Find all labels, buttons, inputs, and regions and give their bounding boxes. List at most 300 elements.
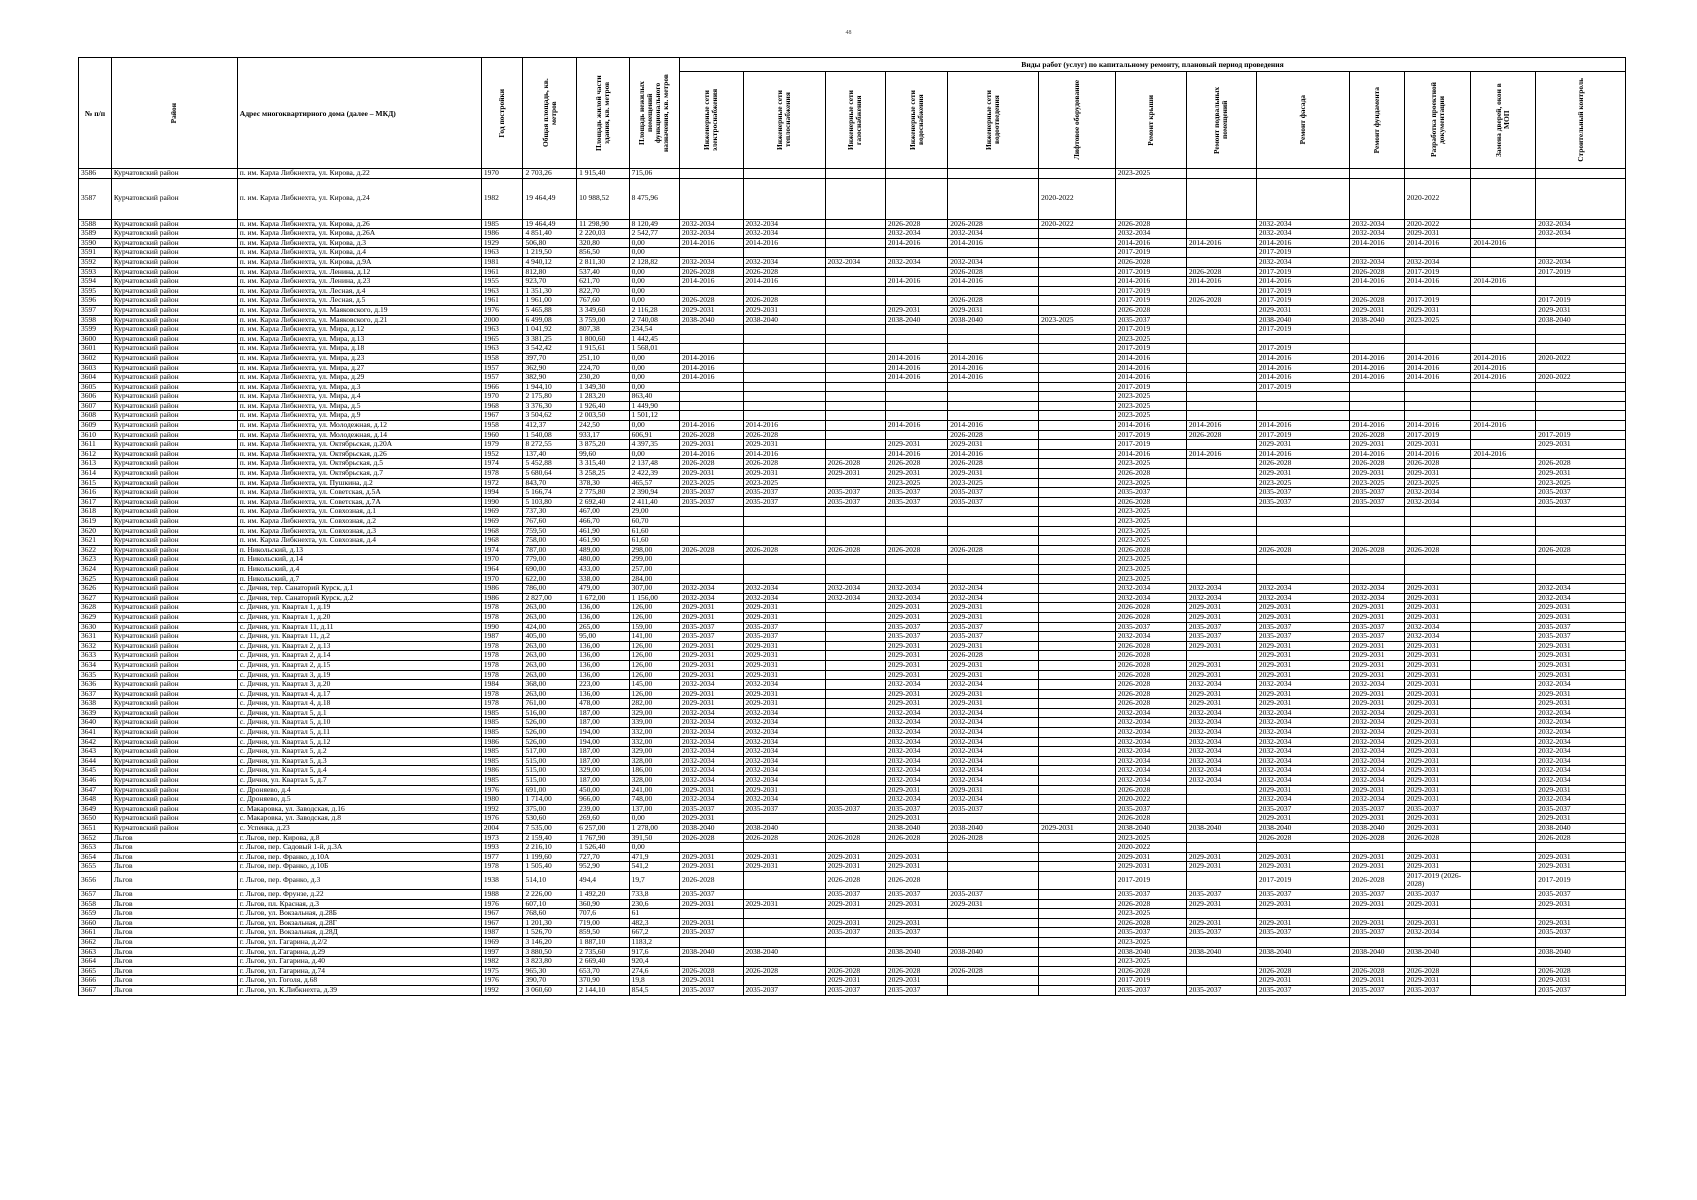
work-period-cell: 2026-2028 — [680, 430, 744, 440]
table-row — [79, 421, 1626, 431]
work-period-cell — [1536, 957, 1626, 967]
work-period-cell — [825, 612, 885, 622]
year-cell: 1985 — [481, 718, 523, 728]
work-period-cell — [825, 747, 885, 757]
district-cell: Льгов — [111, 871, 237, 889]
work-period-cell — [1471, 440, 1536, 450]
address-cell: с. Успенка, д.23 — [237, 824, 481, 834]
nonres-area-cell: 0,00 — [629, 449, 679, 459]
work-period-cell: 2032-2034 — [885, 756, 947, 766]
work-period-cell — [948, 564, 1039, 574]
year-cell: 1978 — [481, 651, 523, 661]
work-period-cell: 2035-2037 — [825, 985, 885, 995]
work-period-cell — [1471, 833, 1536, 843]
total-area-cell: 759,50 — [523, 526, 577, 536]
work-period-cell — [1186, 373, 1256, 383]
district-cell: Курчатовский район — [111, 622, 237, 632]
work-period-cell: 2029-2031 — [1186, 699, 1256, 709]
work-period-cell: 2017-2019 — [1115, 976, 1186, 986]
table-row — [79, 526, 1626, 536]
year-cell: 1987 — [481, 928, 523, 938]
address-cell: г. Льгов, ул. Вокзальная, д.28Б — [237, 909, 481, 919]
year-cell: 1957 — [481, 373, 523, 383]
work-period-cell: 2023-2025 — [885, 478, 947, 488]
work-period-cell: 2032-2034 — [948, 737, 1039, 747]
work-period-cell: 2035-2037 — [885, 889, 947, 899]
nonres-area-cell: 241,00 — [629, 785, 679, 795]
work-period-cell: 2035-2037 — [1256, 889, 1349, 899]
nonres-area-cell: 234,54 — [629, 325, 679, 335]
work-period-cell — [1039, 401, 1116, 411]
row-number-cell: 3612 — [79, 449, 112, 459]
work-period-cell: 2032-2034 — [743, 680, 825, 690]
address-cell: с. Дичня, ул. Квартал 5, д.10 — [237, 718, 481, 728]
work-period-cell: 2035-2037 — [885, 632, 947, 642]
total-area-cell: 263,00 — [523, 689, 577, 699]
work-period-cell: 2038-2040 — [1404, 947, 1471, 957]
work-period-cell — [1471, 651, 1536, 661]
nonres-area-cell: 4 397,35 — [629, 440, 679, 450]
nonres-area-cell: 0,00 — [629, 382, 679, 392]
work-period-cell: 2029-2031 — [948, 469, 1039, 479]
living-area-cell: 136,00 — [577, 660, 630, 670]
work-period-cell: 2020-2022 — [1115, 795, 1186, 805]
work-period-cell — [1256, 574, 1349, 584]
address-cell: с. Дичня, ул. Квартал 11, д.11 — [237, 622, 481, 632]
work-period-cell — [885, 178, 947, 219]
work-period-cell — [1471, 305, 1536, 315]
row-number-cell: 3591 — [79, 248, 112, 258]
row-number-cell: 3664 — [79, 957, 112, 967]
work-period-cell: 2035-2037 — [948, 804, 1039, 814]
work-period-cell: 2026-2028 — [743, 833, 825, 843]
work-period-cell: 2035-2037 — [948, 889, 1039, 899]
total-area-cell: 1 714,00 — [523, 795, 577, 805]
work-period-cell: 2032-2034 — [743, 756, 825, 766]
district-cell: Курчатовский район — [111, 229, 237, 239]
work-period-cell: 2035-2037 — [948, 632, 1039, 642]
work-period-cell: 2029-2031 — [885, 899, 947, 909]
work-period-cell: 2026-2028 — [1115, 219, 1186, 229]
total-area-cell: 622,00 — [523, 574, 577, 584]
address-cell: с. Дичня, ул. Квартал 2, д.15 — [237, 660, 481, 670]
work-header: Ремонт фундамента — [1349, 72, 1404, 169]
year-cell: 1938 — [481, 871, 523, 889]
work-period-cell — [1186, 843, 1256, 853]
work-period-cell — [885, 382, 947, 392]
work-period-cell — [948, 178, 1039, 219]
work-header: Инженерные сети водоотведения — [948, 72, 1039, 169]
address-cell: п. им. Карла Либкнехта, ул. Совхозная, д.1 — [237, 507, 481, 517]
work-period-cell — [1256, 843, 1349, 853]
work-period-cell — [1349, 401, 1404, 411]
work-period-cell — [825, 814, 885, 824]
work-period-cell: 2032-2034 — [1115, 708, 1186, 718]
work-period-cell — [1349, 178, 1404, 219]
work-period-cell: 2014-2016 — [680, 363, 744, 373]
work-period-cell: 2035-2037 — [1349, 985, 1404, 995]
district-cell: Курчатовский район — [111, 526, 237, 536]
work-period-cell — [948, 957, 1039, 967]
work-period-cell: 2032-2034 — [1256, 776, 1349, 786]
work-period-cell — [1039, 976, 1116, 986]
address-cell: г. Льгов, ул. Гагарина, д.40 — [237, 957, 481, 967]
work-period-cell — [1039, 708, 1116, 718]
work-period-cell: 2020-2022 — [1536, 353, 1626, 363]
living-area-cell: 1 672,00 — [577, 593, 630, 603]
living-area-cell: 489,00 — [577, 545, 630, 555]
work-period-cell: 2029-2031 — [1349, 651, 1404, 661]
table-row — [79, 871, 1626, 889]
table-row — [79, 593, 1626, 603]
work-period-cell — [1471, 747, 1536, 757]
work-period-cell — [1471, 248, 1536, 258]
work-period-cell: 2026-2028 — [743, 267, 825, 277]
row-number-cell: 3609 — [79, 421, 112, 431]
work-period-cell: 2032-2034 — [825, 584, 885, 594]
work-period-cell: 2026-2028 — [1536, 833, 1626, 843]
work-period-cell: 2029-2031 — [885, 976, 947, 986]
address-cell: п. им. Карла Либкнехта, ул. Мира, д.12 — [237, 325, 481, 335]
work-period-cell — [1186, 966, 1256, 976]
row-number-cell: 3624 — [79, 564, 112, 574]
work-period-cell — [1039, 871, 1116, 889]
row-number-cell: 3592 — [79, 257, 112, 267]
year-cell: 1993 — [481, 843, 523, 853]
nonres-area-cell: 186,00 — [629, 766, 679, 776]
work-period-cell: 2017-2019 — [1536, 871, 1626, 889]
work-period-cell — [948, 344, 1039, 354]
work-period-cell — [1039, 507, 1116, 517]
row-number-cell: 3600 — [79, 334, 112, 344]
living-area-cell: 1 926,40 — [577, 401, 630, 411]
table-row — [79, 401, 1626, 411]
work-period-cell — [1404, 526, 1471, 536]
work-period-cell — [1471, 382, 1536, 392]
work-period-cell: 2014-2016 — [885, 277, 947, 287]
year-cell: 1965 — [481, 334, 523, 344]
work-period-cell: 2014-2016 — [948, 277, 1039, 287]
work-period-cell: 2026-2028 — [825, 833, 885, 843]
work-period-cell: 2029-2031 — [1536, 862, 1626, 872]
works-group-header: Виды работ (услуг) по капитальному ремонту, плановый период проведения — [680, 58, 1626, 72]
row-number-cell: 3629 — [79, 612, 112, 622]
work-period-cell — [1039, 593, 1116, 603]
work-period-cell — [1039, 286, 1116, 296]
total-area-cell: 3 542,42 — [523, 344, 577, 354]
nonres-area-cell: 482,3 — [629, 918, 679, 928]
work-period-cell: 2032-2034 — [1115, 756, 1186, 766]
year-cell: 1984 — [481, 680, 523, 690]
living-area-cell: 194,00 — [577, 728, 630, 738]
nonres-area-cell: 141,00 — [629, 632, 679, 642]
work-period-cell — [1039, 430, 1116, 440]
living-area-cell: 653,70 — [577, 966, 630, 976]
work-period-cell: 2023-2025 — [948, 478, 1039, 488]
district-cell: Курчатовский район — [111, 421, 237, 431]
work-period-cell: 2032-2034 — [1186, 747, 1256, 757]
work-period-cell — [825, 344, 885, 354]
work-period-cell: 2029-2031 — [825, 852, 885, 862]
work-period-cell: 2029-2031 — [743, 651, 825, 661]
work-period-cell: 2029-2031 — [680, 814, 744, 824]
work-period-cell — [1471, 814, 1536, 824]
work-period-cell: 2026-2028 — [680, 545, 744, 555]
work-period-cell — [1471, 756, 1536, 766]
work-period-cell: 2038-2040 — [743, 947, 825, 957]
year-cell: 1974 — [481, 545, 523, 555]
total-area-cell: 3 060,60 — [523, 985, 577, 995]
work-period-cell — [743, 401, 825, 411]
work-period-cell: 2026-2028 — [680, 296, 744, 306]
work-period-cell: 2038-2040 — [1256, 315, 1349, 325]
address-cell: г. Льгов, ул. Гоголя, д.68 — [237, 976, 481, 986]
work-period-cell — [1471, 584, 1536, 594]
work-period-cell — [680, 843, 744, 853]
year-cell: 1985 — [481, 708, 523, 718]
work-period-cell — [948, 334, 1039, 344]
work-period-cell: 2032-2034 — [680, 680, 744, 690]
work-period-cell: 2032-2034 — [948, 593, 1039, 603]
nonres-area-cell: 137,00 — [629, 804, 679, 814]
address-cell: с. Дичня, ул. Квартал 4, д.17 — [237, 689, 481, 699]
total-area-cell: 526,00 — [523, 718, 577, 728]
work-period-cell: 2023-2025 — [1115, 957, 1186, 967]
work-period-cell: 2029-2031 — [680, 899, 744, 909]
work-period-cell: 2032-2034 — [680, 718, 744, 728]
living-area-cell: 3 315,40 — [577, 459, 630, 469]
work-period-cell: 2038-2040 — [1115, 824, 1186, 834]
work-period-cell: 2032-2034 — [1186, 766, 1256, 776]
work-period-cell — [1471, 862, 1536, 872]
work-period-cell: 2035-2037 — [680, 497, 744, 507]
work-period-cell — [1349, 344, 1404, 354]
work-period-cell — [1039, 421, 1116, 431]
work-period-cell — [1256, 507, 1349, 517]
row-number-cell: 3604 — [79, 373, 112, 383]
work-period-cell: 2035-2037 — [1404, 889, 1471, 899]
row-number-cell: 3594 — [79, 277, 112, 287]
work-period-cell — [1471, 785, 1536, 795]
work-period-cell: 2032-2034 — [1536, 766, 1626, 776]
work-period-cell — [825, 756, 885, 766]
living-area-cell: 99,60 — [577, 449, 630, 459]
work-period-cell: 2032-2034 — [1186, 737, 1256, 747]
work-period-cell: 2035-2037 — [1536, 889, 1626, 899]
row-number-cell: 3639 — [79, 708, 112, 718]
work-period-cell — [948, 325, 1039, 335]
work-period-cell: 2029-2031 — [1404, 899, 1471, 909]
work-period-cell — [948, 555, 1039, 565]
work-period-cell: 2026-2028 — [1349, 833, 1404, 843]
work-period-cell: 2029-2031 — [1115, 852, 1186, 862]
work-period-cell — [948, 976, 1039, 986]
work-period-cell — [1039, 699, 1116, 709]
col-total-area-header: Общая площадь, кв. метров — [523, 58, 577, 169]
work-period-cell — [1471, 469, 1536, 479]
work-period-cell — [1471, 889, 1536, 899]
nonres-area-cell: 1 156,00 — [629, 593, 679, 603]
row-number-cell: 3595 — [79, 286, 112, 296]
work-period-cell — [1039, 296, 1116, 306]
work-period-cell: 2032-2034 — [1536, 708, 1626, 718]
living-area-cell: 807,38 — [577, 325, 630, 335]
work-period-cell — [1039, 449, 1116, 459]
address-cell: п. им. Карла Либкнехта, ул. Совхозная, д.4 — [237, 536, 481, 546]
total-area-cell: 263,00 — [523, 641, 577, 651]
address-cell: п. им. Карла Либкнехта, ул. Пушкина, д.2 — [237, 478, 481, 488]
row-number-cell: 3590 — [79, 238, 112, 248]
total-area-cell: 517,00 — [523, 747, 577, 757]
district-cell: Курчатовский район — [111, 363, 237, 373]
work-period-cell — [1186, 411, 1256, 421]
work-period-cell: 2029-2031 — [1256, 651, 1349, 661]
work-period-cell — [1256, 536, 1349, 546]
nonres-area-cell: 0,00 — [629, 353, 679, 363]
work-period-cell: 2032-2034 — [948, 229, 1039, 239]
work-period-cell: 2029-2031 — [1404, 708, 1471, 718]
work-period-cell — [1186, 517, 1256, 527]
work-period-cell: 2014-2016 — [680, 277, 744, 287]
work-period-cell: 2032-2034 — [743, 728, 825, 738]
total-area-cell: 137,40 — [523, 449, 577, 459]
row-number-cell: 3603 — [79, 363, 112, 373]
table-row — [79, 459, 1626, 469]
work-period-cell — [743, 526, 825, 536]
work-period-cell — [1039, 517, 1116, 527]
work-period-cell: 2026-2028 — [948, 267, 1039, 277]
living-area-cell: 467,00 — [577, 507, 630, 517]
living-area-cell: 479,00 — [577, 584, 630, 594]
work-period-cell: 2029-2031 — [1349, 641, 1404, 651]
work-period-cell: 2014-2016 — [1186, 238, 1256, 248]
work-period-cell — [1404, 169, 1471, 179]
work-period-cell: 2014-2016 — [948, 353, 1039, 363]
work-period-cell: 2032-2034 — [680, 229, 744, 239]
living-area-cell: 466,70 — [577, 517, 630, 527]
row-number-cell: 3597 — [79, 305, 112, 315]
work-period-cell — [1186, 574, 1256, 584]
total-area-cell: 412,37 — [523, 421, 577, 431]
year-cell: 1968 — [481, 526, 523, 536]
work-period-cell: 2032-2034 — [1256, 680, 1349, 690]
work-period-cell: 2032-2034 — [1349, 756, 1404, 766]
work-period-cell: 2029-2031 — [1256, 976, 1349, 986]
table-row — [79, 728, 1626, 738]
work-period-cell — [1186, 401, 1256, 411]
total-area-cell: 768,60 — [523, 909, 577, 919]
work-period-cell: 2032-2034 — [1404, 257, 1471, 267]
work-period-cell: 2014-2016 — [1256, 373, 1349, 383]
table-row — [79, 430, 1626, 440]
work-period-cell — [1404, 248, 1471, 258]
work-period-cell: 2032-2034 — [948, 708, 1039, 718]
work-period-cell: 2035-2037 — [948, 488, 1039, 498]
work-period-cell: 2029-2031 — [743, 899, 825, 909]
row-number-cell: 3607 — [79, 401, 112, 411]
work-period-cell: 2032-2034 — [680, 708, 744, 718]
work-period-cell — [1349, 526, 1404, 536]
district-cell: Льгов — [111, 966, 237, 976]
work-period-cell — [885, 267, 947, 277]
col-address-header: Адрес многоквартирного дома (далее – МКД) — [237, 58, 481, 169]
total-area-cell: 3 381,25 — [523, 334, 577, 344]
work-period-cell: 2029-2031 — [885, 689, 947, 699]
work-period-cell: 2032-2034 — [743, 708, 825, 718]
nonres-area-cell: 126,00 — [629, 641, 679, 651]
work-period-cell: 2020-2022 — [1404, 219, 1471, 229]
work-period-cell: 2032-2034 — [1536, 584, 1626, 594]
work-period-cell: 2014-2016 — [1404, 373, 1471, 383]
work-period-cell: 2026-2028 — [1115, 497, 1186, 507]
work-period-cell: 2023-2025 — [1115, 507, 1186, 517]
work-period-cell: 2029-2031 — [1536, 689, 1626, 699]
living-area-cell: 1 492,20 — [577, 889, 630, 899]
work-period-cell: 2026-2028 — [825, 871, 885, 889]
work-period-cell — [825, 689, 885, 699]
work-period-cell — [1536, 344, 1626, 354]
work-period-cell — [1039, 612, 1116, 622]
work-period-cell: 2035-2037 — [1536, 488, 1626, 498]
work-period-cell — [885, 536, 947, 546]
work-period-cell — [1471, 966, 1536, 976]
work-period-cell: 2032-2034 — [885, 737, 947, 747]
year-cell: 1970 — [481, 574, 523, 584]
row-number-cell: 3637 — [79, 689, 112, 699]
work-period-cell — [1349, 248, 1404, 258]
work-period-cell: 2017-2019 — [1115, 325, 1186, 335]
work-period-cell — [825, 382, 885, 392]
nonres-area-cell: 328,00 — [629, 756, 679, 766]
work-period-cell: 2026-2028 — [948, 651, 1039, 661]
table-row — [79, 382, 1626, 392]
row-number-cell: 3625 — [79, 574, 112, 584]
district-cell: Курчатовский район — [111, 574, 237, 584]
work-period-cell — [1039, 305, 1116, 315]
work-period-cell — [743, 411, 825, 421]
nonres-area-cell: 2 116,28 — [629, 305, 679, 315]
living-area-cell: 329,00 — [577, 766, 630, 776]
work-period-cell — [680, 536, 744, 546]
work-period-cell: 2035-2037 — [1256, 804, 1349, 814]
table-row — [79, 747, 1626, 757]
address-cell: п. им. Карла Либкнехта, ул. Ленина, д.12 — [237, 267, 481, 277]
nonres-area-cell: 8 120,49 — [629, 219, 679, 229]
work-period-cell: 2029-2031 — [885, 670, 947, 680]
nonres-area-cell: 0,00 — [629, 814, 679, 824]
row-number-cell: 3622 — [79, 545, 112, 555]
work-period-cell: 2023-2025 — [1115, 169, 1186, 179]
row-number-cell: 3643 — [79, 747, 112, 757]
work-period-cell — [1404, 325, 1471, 335]
work-period-cell: 2029-2031 — [1349, 976, 1404, 986]
work-period-cell: 2032-2034 — [948, 795, 1039, 805]
work-period-cell: 2014-2016 — [1115, 373, 1186, 383]
work-period-cell — [743, 843, 825, 853]
work-period-cell — [1186, 909, 1256, 919]
living-area-cell: 707,6 — [577, 909, 630, 919]
work-period-cell — [1039, 718, 1116, 728]
work-period-cell — [825, 353, 885, 363]
work-period-cell: 2029-2031 — [680, 660, 744, 670]
living-area-cell: 1 915,61 — [577, 344, 630, 354]
work-period-cell: 2014-2016 — [1256, 277, 1349, 287]
work-period-cell: 2026-2028 — [680, 267, 744, 277]
total-area-cell: 3 504,62 — [523, 411, 577, 421]
work-period-cell: 2035-2037 — [1186, 632, 1256, 642]
row-number-cell: 3596 — [79, 296, 112, 306]
total-area-cell: 263,00 — [523, 612, 577, 622]
